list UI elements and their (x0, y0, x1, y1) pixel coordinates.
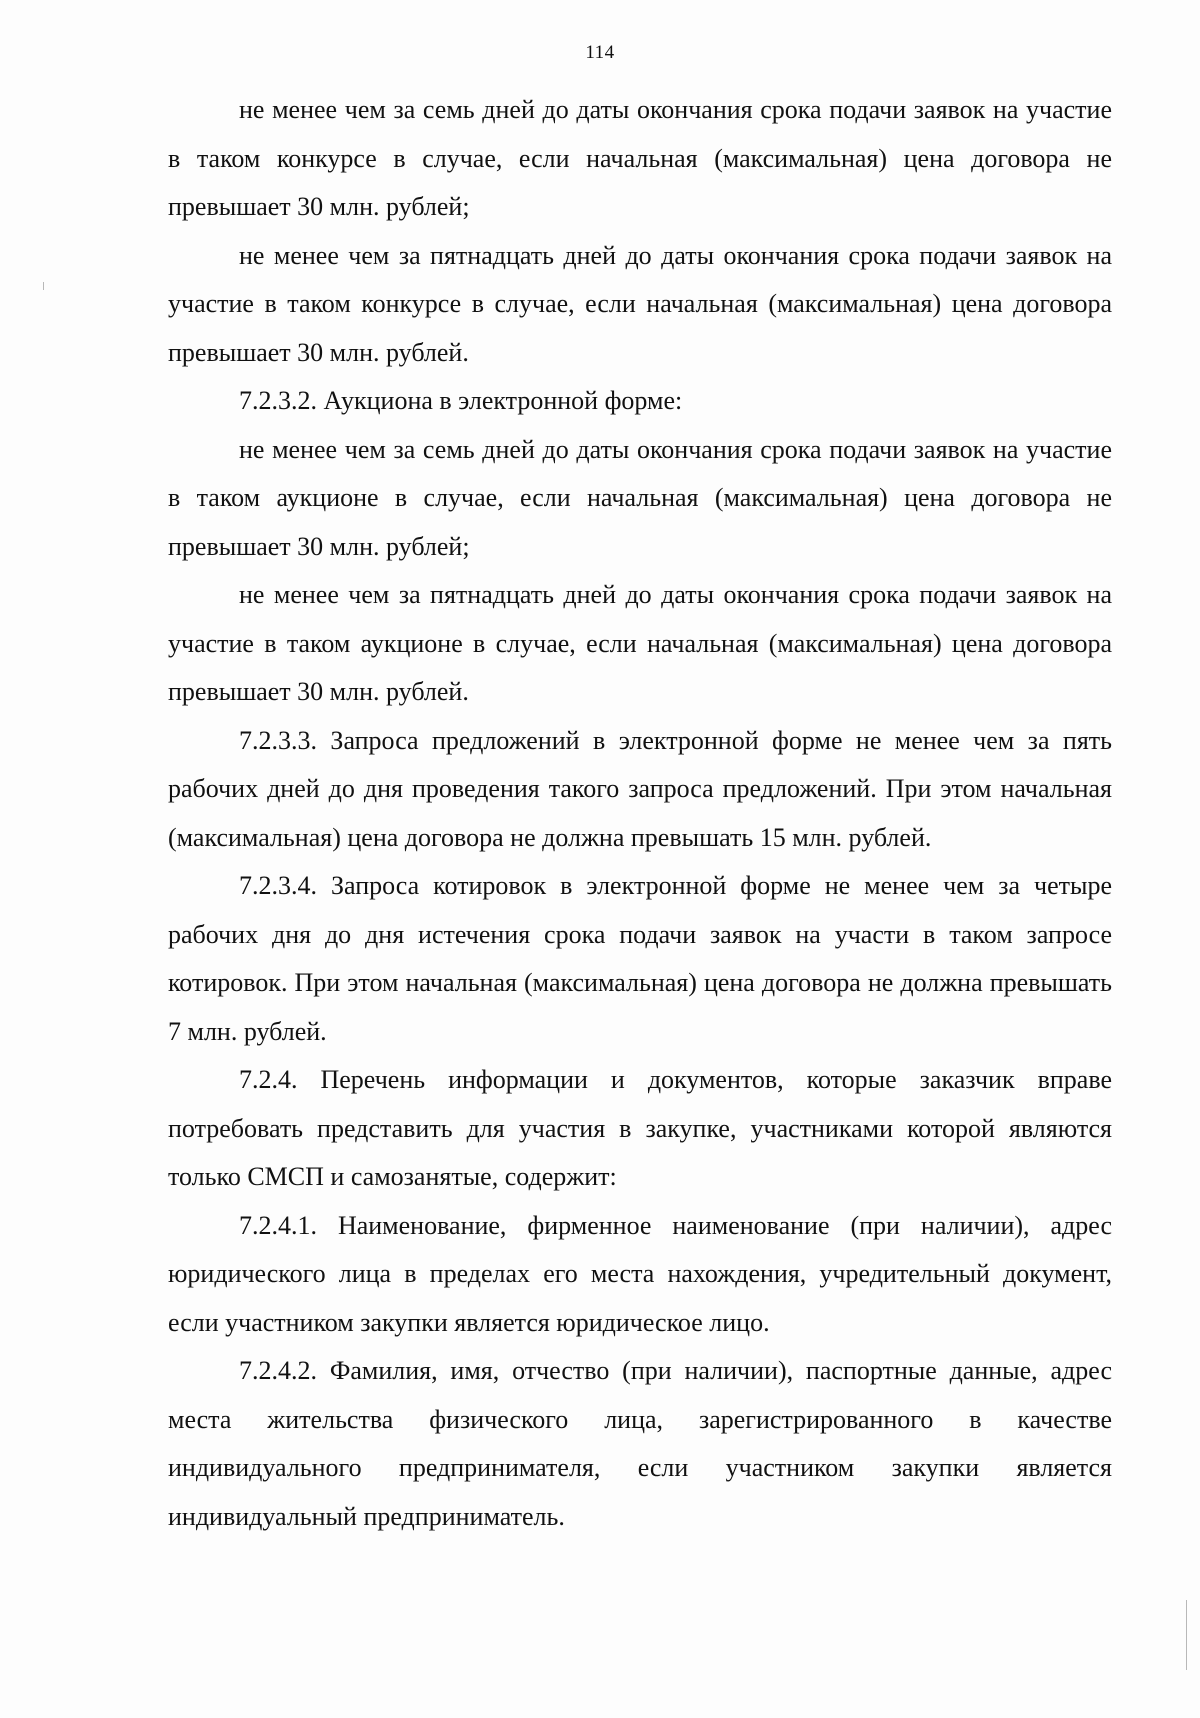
paragraph: 7.2.4.1. Наименование, фирменное наименование (при наличии), адрес юридического лица в пределах его места нахождения, учредительный документ, если участником закупки является юридическое лицо. (168, 1210, 1112, 1337)
paragraph: 7.2.4.2. Фамилия, имя, отчество (при наличии), паспортные данные, адрес места жительства физического лица, зарегистрированного в качестве индивидуального предпринимателя, если участником закупки является индивидуальный предприниматель. (168, 1356, 1112, 1531)
paragraph: 7.2.3.2. Аукциона в электронной форме: (239, 386, 683, 415)
paragraph: не менее чем за семь дней до даты окончания срока подачи заявок на участие в таком аукционе в случае, если начальная (максимальная) цена договора не превышает 30 млн. рублей; (168, 434, 1112, 561)
paragraph: не менее чем за пятнадцать дней до даты окончания срока подачи заявок на участие в таком конкурсе в случае, если начальная (максимальная) цена договора превышает 30 млн. рублей. (168, 240, 1112, 367)
document-body (168, 86, 1112, 1541)
paragraph: не менее чем за семь дней до даты окончания срока подачи заявок на участие в таком конкурсе в случае, если начальная (максимальная) цена договора не превышает 30 млн. рублей; (168, 95, 1112, 221)
scan-artifact-line (1186, 1600, 1187, 1670)
paragraph: 7.2.4. Перечень информации и документов, которые заказчик вправе потребовать представить для участия в закупке, участниками которой являются только СМСП и самозанятые, содержит: (168, 1065, 1112, 1191)
paragraph: не менее чем за пятнадцать дней до даты окончания срока подачи заявок на участие в таком аукционе в случае, если начальная (максимальная) цена договора превышает 30 млн. рублей. (168, 580, 1112, 706)
page-number: 114 (585, 42, 615, 63)
paragraph: 7.2.3.3. Запроса предложений в электронной форме не менее чем за пять рабочих дней до дня проведения такого запроса предложений. При этом начальная (максимальная) цена договора не должна превышать 15 млн. рублей. (168, 725, 1112, 852)
scan-artifact-dot (43, 282, 44, 290)
paragraph: 7.2.3.4. Запроса котировок в электронной форме не менее чем за четыре рабочих дня до дня истечения срока подачи заявок на участи в таком запросе котировок. При этом начальная (максимальная) цена договора не должна превышать 7 млн. рублей. (168, 871, 1112, 1046)
